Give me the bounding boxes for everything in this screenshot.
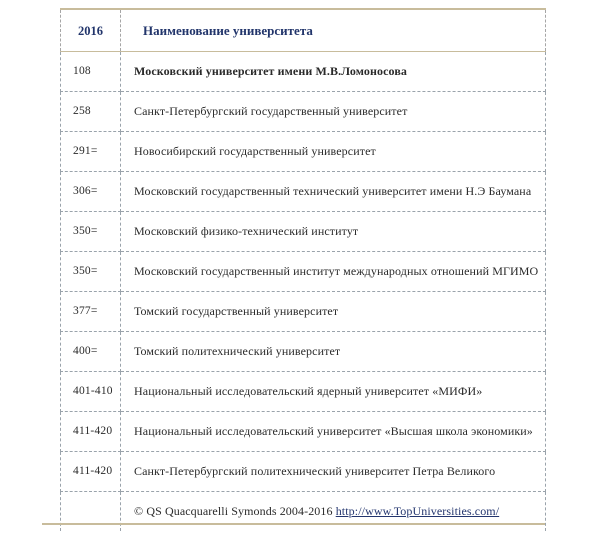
cell-rank: 291= (61, 132, 121, 172)
cell-rank: 411-420 (61, 452, 121, 492)
table-header-row (61, 9, 546, 52)
cell-rank: 411-420 (61, 412, 121, 452)
cell-university-name: Санкт-Петербургский государственный университет (121, 92, 546, 132)
table-row (61, 172, 546, 212)
cell-rank: 350= (61, 212, 121, 252)
cell-university-name: Московский государственный институт международных отношений МГИМО (121, 252, 546, 292)
cell-rank: 401-410 (61, 372, 121, 412)
cell-source-attribution (121, 492, 546, 532)
table-row (61, 412, 546, 452)
table-row (61, 92, 546, 132)
column-header-rank: 2016 (61, 9, 121, 52)
table-footer-row (61, 492, 546, 532)
table-row (61, 292, 546, 332)
column-header-name: Наименование университета (121, 9, 546, 52)
table-row (61, 372, 546, 412)
table-row (61, 132, 546, 172)
cell-rank: 400= (61, 332, 121, 372)
cell-university-name: Новосибирский государственный университет (121, 132, 546, 172)
cell-university-name: Национальный исследовательский университет «Высшая школа экономики» (121, 412, 546, 452)
table-bottom-rule (42, 523, 545, 525)
cell-rank: 350= (61, 252, 121, 292)
top-universities-link[interactable]: http://www.TopUniversities.com/ (335, 503, 500, 518)
cell-rank: 258 (61, 92, 121, 132)
cell-university-name: Санкт-Петербургский политехнический университет Петра Великого (121, 452, 546, 492)
table-body (61, 52, 546, 532)
table-row (61, 452, 546, 492)
cell-rank: 108 (61, 52, 121, 92)
cell-university-name: Московский университет имени М.В.Ломоносова (121, 52, 546, 92)
cell-rank-empty (61, 492, 121, 532)
table-row (61, 52, 546, 92)
cell-university-name: Национальный исследовательский ядерный университет «МИФИ» (121, 372, 546, 412)
cell-university-name: Томский политехнический университет (121, 332, 546, 372)
table-header (61, 9, 546, 52)
cell-university-name: Московский физико-технический институт (121, 212, 546, 252)
table-row (61, 332, 546, 372)
table-row (61, 212, 546, 252)
cell-university-name: Московский государственный технический университет имени Н.Э Баумана (121, 172, 546, 212)
cell-university-name: Томский государственный университет (121, 292, 546, 332)
table-row (61, 252, 546, 292)
university-ranking-table (60, 8, 546, 531)
cell-rank: 377= (61, 292, 121, 332)
cell-rank: 306= (61, 172, 121, 212)
copyright-text: © QS Quacquarelli Symonds 2004-2016 (134, 503, 336, 518)
